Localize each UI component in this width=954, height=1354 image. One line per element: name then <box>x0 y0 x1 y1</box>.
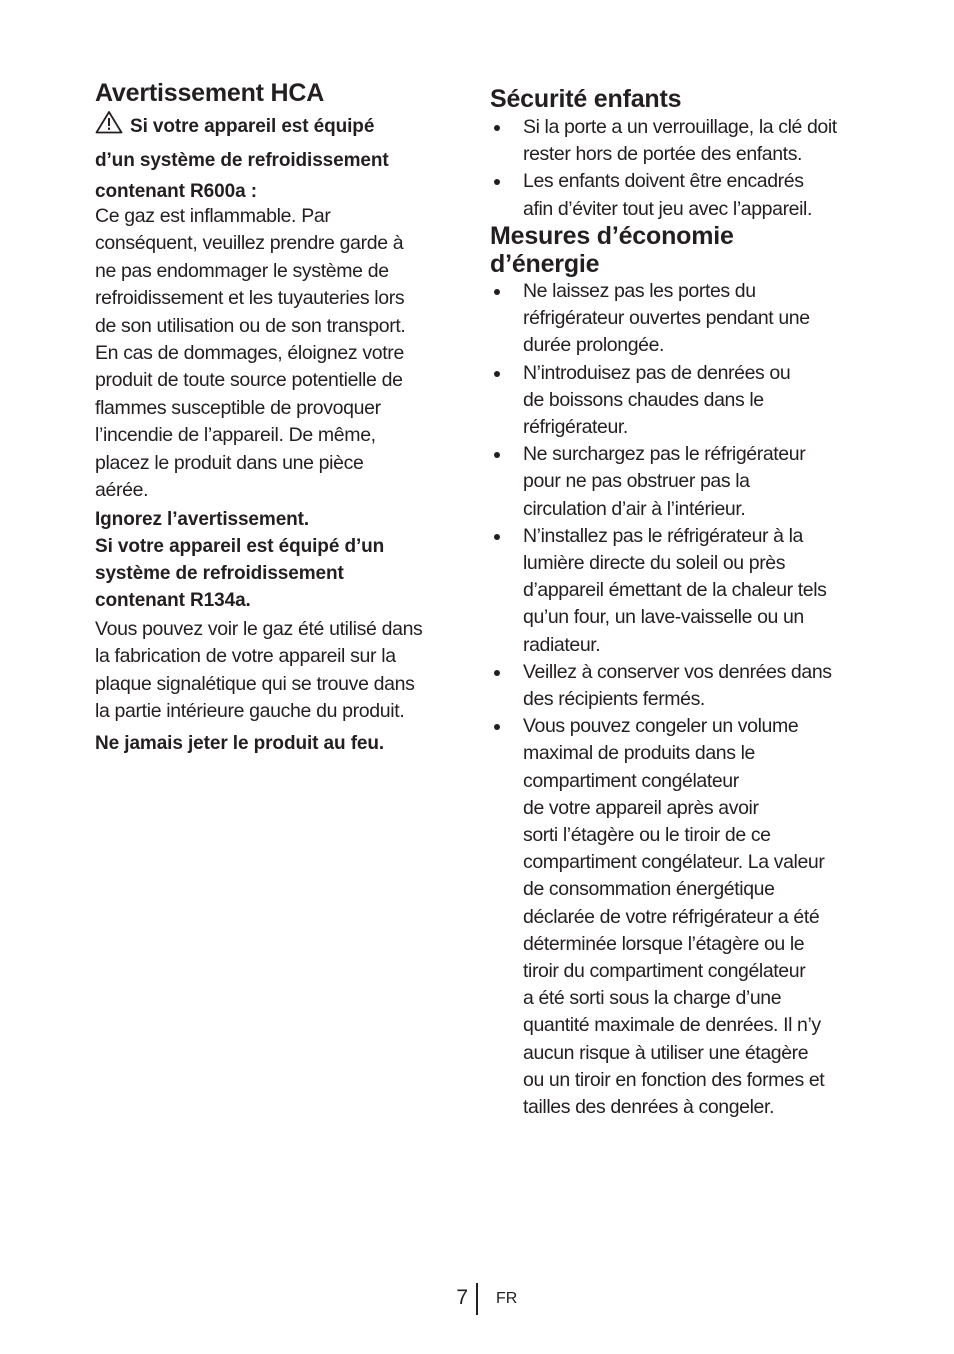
text-line: radiateur. <box>523 633 601 656</box>
text-line: afin d’éviter tout jeu avec l’appareil. <box>523 197 812 220</box>
title-line: Mesures d’économie <box>490 222 734 250</box>
text-line: réfrigérateur. <box>523 416 628 439</box>
text-line: tailles des denrées à congeler. <box>523 1096 775 1119</box>
text-line: pour ne pas obstruer pas la <box>523 470 750 493</box>
list-item <box>490 360 880 442</box>
language-code: FR <box>496 1290 518 1307</box>
page-footer <box>0 1283 954 1317</box>
text-line: maximal de produits dans le <box>523 742 755 765</box>
text-line: de votre appareil après avoir <box>523 796 759 819</box>
list-item <box>490 659 880 713</box>
text-line: Vous pouvez voir le gaz été utilisé dans <box>95 618 423 640</box>
text-line: durée prolongée. <box>523 334 665 357</box>
child-safety-list <box>490 114 880 223</box>
text-line: réfrigérateur ouvertes pendant une <box>523 307 810 330</box>
text-line: a été sorti sous la charge d’une <box>523 987 782 1010</box>
energy-saving-title <box>490 222 734 278</box>
text-line: quantité maximale de denrées. Il n’y <box>523 1014 821 1037</box>
text-line: conséquent, veuillez prendre garde à <box>95 232 404 255</box>
list-item <box>490 168 880 222</box>
r600a-warning-line: contenant R600a : <box>95 181 257 202</box>
text-line: circulation d’air à l’intérieur. <box>523 497 746 520</box>
text-line: qu’un four, un lave-vaisselle ou un <box>523 606 804 629</box>
text-line: déterminée lorsque l’étagère ou le <box>523 932 805 955</box>
text-line: placez le produit dans une pièce <box>95 451 364 474</box>
text-line: ou un tiroir en fonction des formes et <box>523 1068 825 1091</box>
text-line: système de refroidissement <box>95 563 344 584</box>
flammable-paragraph <box>95 203 495 504</box>
hca-warning-title: Avertissement HCA <box>95 79 325 107</box>
text-line: N’introduisez pas de denrées ou <box>523 361 791 384</box>
text-line: de son utilisation ou de son transport. <box>95 314 406 337</box>
text-line: Ne surchargez pas le réfrigérateur <box>523 443 806 466</box>
text-line: Veillez à conserver vos denrées dans <box>523 660 832 683</box>
r600a-warning-line: Si votre appareil est équipé <box>95 110 480 145</box>
text-line: tiroir du compartiment congélateur <box>523 960 806 983</box>
page-number: 7 <box>456 1286 468 1309</box>
text-line: Si votre appareil est équipé d’un <box>95 536 385 557</box>
footer-divider <box>476 1283 478 1315</box>
list-item <box>490 441 880 523</box>
text-line: rester hors de portée des enfants. <box>523 143 803 166</box>
text-line: Ignorez l’avertissement. <box>95 509 310 530</box>
r134a-notice <box>95 506 495 614</box>
list-item <box>490 713 880 1121</box>
text-line: refroidissement et les tuyauteries lors <box>95 287 405 310</box>
text-line: Ce gaz est inflammable. Par <box>95 205 331 227</box>
text-line: Vous pouvez congeler un volume <box>523 715 799 738</box>
text-line: de boissons chaudes dans le <box>523 388 764 411</box>
text-line: la fabrication de votre appareil sur la <box>95 645 396 668</box>
text-line: compartiment congélateur <box>523 769 739 792</box>
text-line: déclarée de votre réfrigérateur a été <box>523 905 820 928</box>
r600a-warning-line: d’un système de refroidissement <box>95 149 389 171</box>
text-line: des récipients fermés. <box>523 688 705 711</box>
text-line: aucun risque à utiliser une étagère <box>523 1041 809 1064</box>
r600a-warning <box>95 110 480 208</box>
text-line: Ne laissez pas les portes du <box>523 280 756 302</box>
text-line: la partie intérieure gauche du produit. <box>95 700 405 723</box>
text-line: Les enfants doivent être encadrés <box>523 170 804 193</box>
list-item <box>490 523 880 659</box>
text-line: d’appareil émettant de la chaleur tels <box>523 579 827 602</box>
text-line: plaque signalétique qui se trouve dans <box>95 672 415 695</box>
text-line: ne pas endommager le système de <box>95 259 389 282</box>
child-safety-title: Sécurité enfants <box>490 85 682 113</box>
title-line: d’énergie <box>490 250 600 278</box>
text-line: l’incendie de l’appareil. De même, <box>95 424 376 447</box>
text-line: produit de toute source potentielle de <box>95 369 403 392</box>
text-line: contenant R134a. <box>95 590 251 611</box>
fire-warning: Ne jamais jeter le produit au feu. <box>95 733 385 754</box>
text-line: sorti l’étagère ou le tiroir de ce <box>523 824 771 847</box>
text-line: compartiment congélateur. La valeur <box>523 851 825 874</box>
text-line: aérée. <box>95 479 149 502</box>
text-line: de consommation énergétique <box>523 878 775 901</box>
list-item <box>490 278 880 360</box>
text-line: En cas de dommages, éloignez votre <box>95 342 404 365</box>
text-line: Si la porte a un verrouillage, la clé doit <box>523 116 837 138</box>
gas-paragraph <box>95 616 495 726</box>
list-item <box>490 114 880 168</box>
text-line: flammes susceptible de provoquer <box>95 396 381 419</box>
energy-saving-list <box>490 278 880 1121</box>
warning-triangle-icon <box>95 110 123 145</box>
text-line: N’installez pas le réfrigérateur à la <box>523 524 804 547</box>
text-line: lumière directe du soleil ou près <box>523 552 786 575</box>
